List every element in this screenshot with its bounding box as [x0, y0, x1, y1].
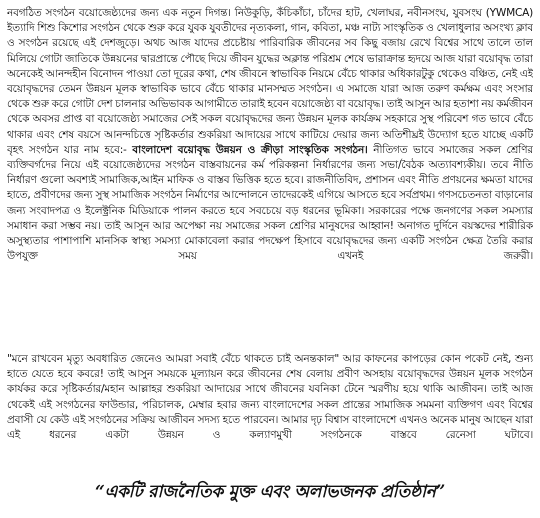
- paragraph-spacer: [7, 318, 533, 352]
- intro-text-continued: নীতিগত ভাবে সমাজের সকল শ্রেণির ব্যক্তিবর্গদের নিয়ে এই বয়োজেষ্ঠ্যদের সংগঠন বাস্তবায়নের কর্ম পরিকল্পনা নির্ধারণের জন্য সভা/বৈঠক অত্যাবশ্যকীয়। তবে নীতি নির্ধারণ গুলো অবশ্যই সামাজিক,আইন মাফিক ও বাস্তব ভিত্তিক হতে হবে। রাজনীতিবিদ, প্রশাসন এবং নীতি প্রণয়নের ক্ষমতা যাদের হাতে, প্রবীণদের জন্য সুস্থ সামাজিক সংগঠন নির্মাণের আন্দোলনে তাদেরকেই এগিয়ে আসতে হবে সর্বপ্রথম। গণসচেতনতা বাড়ানোর জন্য সংবাদপত্র ও ইলেক্ট্রনিক মিডিয়াকে পালন করতে হবে সবচেয়ে বড় ধরনের ভূমিকা। সরকারের পক্ষে জনগণের সকল সমস্যার সমাধান করা সম্ভব নয়। তাই আসুন আর অপেক্ষা নয় সমাজের সকল শ্রেণির মানুষদের আহ্বান! অনাগত দুর্দিনে বয়স্কদের শারীরিক অসুস্থ্যতার পাশাপাশি মানসিক স্বাস্থ্য সমস্যা মোকাবেলা করার পদক্ষেপ হিসাবে বয়োবৃদ্ধদের জন্য একটি সংগঠন ক্ষেত্র তৈরি করার উপযুক্ত সময় এখনই জরুরী।: [7, 143, 533, 263]
- intro-text: নবগঠিত সংগঠন বয়োজেষ্ঠ্যদের জন্য এক নতুন দিগন্ত। নিউকুড়ি, কঁচিকাঁচা, চাঁদের হাট, খেলাঘর, নবীনসংঘ, যুবসংঘ (YWMCA) ইত্যাদি শিশু কিশোর সংগঠন থেকে শুরু করে যুবক যুবতীদের নৃত্যকলা, গান, কবিতা, মঞ্চ নাট্য সাংস্কৃতিক ও খেলাধুলার অসংখ্য ক্লাব ও সংগঠন রয়েছে এই দেশজুড়ে। অথচ আজ যাদের প্রচেষ্টায় পারিবারিক জীবনের সব কিছু বজায় রেখে বিশ্বের সাথে তালে তাল মিলিয়ে গোটা জাতিকে উন্নয়নের দ্বারপ্রান্তে পৌছে দিয়ে জীবন যুদ্ধের অক্লান্ত পরিশ্রম শেষে ভারাক্রান্ত হৃদয়ে আজ যারা বয়োবৃদ্ধ তারা অনেকেই আনন্দহীন বিনোদন পাওয়া তো দূরের কথা, শেষ জীবনে স্বাভাবিক নিয়মে বেঁচে থাকার অধিকারটুকু থেকেও বঞ্চিত, নেই এই বয়োবৃদ্ধদের তেমন উন্নয়ন মূলক স্বাভাবিক ভাবে বেঁচে থাকার মানসম্মত সংগঠন। এ সমাজে যারা আজ তরুণ কর্মক্ষম এবং সংসার থেকে শুরু করে গোটা দেশ চালনার অভিভাবক আগামীতে তারাই হবেন বয়োজেষ্ঠ্য বা বয়োবৃদ্ধ। তাই আসুন আর হতাশা নয় কর্মজীবন থেকে অবসর প্রাপ্ত বা বয়োজেষ্ঠ্য সমাজের সেই সকল বয়োবৃদ্ধদের জন্য উন্নয়ন মূলক কার্যক্রম সহকারে সুস্থ পরিবেশ গত ভাবে বেঁচে থাকার এবং শেষ বয়সে আনন্দচিত্তে সৃষ্টিকর্তার শুকরিয়া আদায়ের সাথে কাটিয়ে দেয়ার জন্য অতিশীঘ্রই উদ্যোগ হতে যাচ্ছে একটি বৃহৎ সংগঠন যার নাম হবে:-: [7, 7, 533, 156]
- organization-name: বাংলাদেশ বয়োবৃদ্ধ উন্নয়ন ও ক্রীড়া সাংস্কৃতিক সংগঠন।: [132, 143, 368, 156]
- appeal-paragraph: "মনে রাখবেন মৃত্যু অবধারিত জেনেও আমরা সবাই বেঁচে থাকতে চাই অনন্তকাল" আর কাফনের কাপড়ের কোন পকেট নেই, শুন্য হাতে যেতে হবে কবরে! তাই আসুন সময়কে মূল্যায়ন করে জীবনের শেষ বেলায় প্রবীণ অসহায় বয়োবৃদ্ধদের উন্নয়ন মূলক সংগঠন কার্যকর করে সৃষ্টিকর্তার/মহান আল্লাহর শুকরিয়া আদায়ের সাথে জীবনের যবনিকা টেনে স্মরণীয় হয়ে থাকি আজীবন। তাই আজ থেকেই এই সংগঠনের ফাউন্ডার, পরিচালক, মেম্বার হবার জন্য বাংলাদেশের সকল প্রান্তের সামাজিক সমমনা ব্যক্তিগণ এবং বিশ্বের প্রবাসী যে কেউ এই সংগঠনের সক্রিয় আজীবন সদস্য হতে পারবেন। আমার দৃঢ় বিশ্বাস বাংলাদেশে এখনও অনেক মানুষ আছেন যারা এই ধরনের একটা উন্নয়ন ও কল্যাণমুখী সংগঠনকে বাস্তবে রেনেসা ঘটাবে।: [7, 353, 533, 442]
- intro-paragraph: [7, 6, 533, 318]
- organization-motto: “একটি রাজনৈতিক মুক্ত এবং অলাভজনক প্রতিষ্ঠান”: [94, 482, 446, 502]
